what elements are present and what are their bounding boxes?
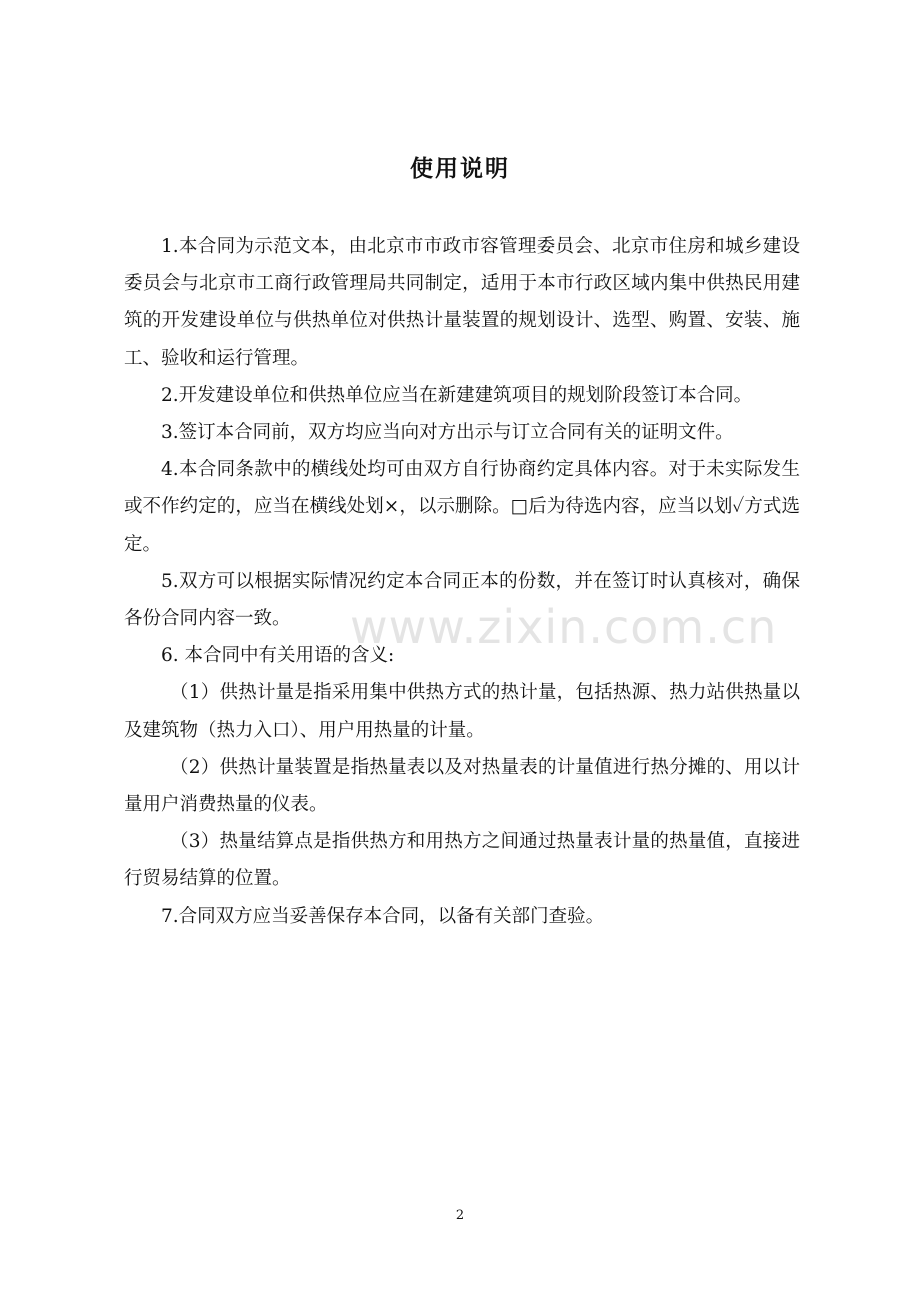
paragraph-5: 5.双方可以根据实际情况约定本合同正本的份数，并在签订时认真核对，确保各份合同内容一致。 (124, 570, 800, 630)
definition-3: （3）热量结算点是指供热方和用热方之间通过热量表计量的热量值，直接进行贸易结算的位置。 (124, 831, 800, 890)
paragraph-4: 4.本合同条款中的横线处均可由双方自行协商约定具体内容。对于未实际发生或不作约定的，应当在横线处划×，以示删除。□后为待选内容，应当以划✓方式选定。 (124, 459, 800, 555)
paragraph-7: 7.合同双方应当妥善保存本合同，以备有关部门查验。 (161, 905, 605, 927)
paragraph-1: 1.本合同为示范文本，由北京市市政市容管理委员会、北京市住房和城乡建设委员会与北京市工商行政管理局共同制定，适用于本市行政区域内集中供热民用建筑的开发建设单位与供热单位对供热计量装置的规划设计、选型、购置、安装、施工、验收和运行管理。 (124, 236, 800, 369)
definition-1: （1）供热计量是指采用集中供热方式的热计量，包括热源、热力站供热量以及建筑物（热力入口）、用户用热量的计量。 (124, 682, 800, 741)
watermark: www.zixin.com.cn (350, 600, 778, 654)
paragraph-6: 6. 本合同中有关用语的含义: (161, 645, 395, 667)
page-title: 使用说明 (410, 156, 510, 182)
definition-2: （2）供热计量装置是指热量表以及对热量表的计量值进行热分摊的、用以计量用户消费热量的仪表。 (124, 756, 800, 816)
document-body (124, 228, 800, 935)
paragraph-2: 2.开发建设单位和供热单位应当在新建建筑项目的规划阶段签订本合同。 (161, 384, 753, 406)
page-number: 2 (455, 1208, 465, 1223)
paragraph-3: 3.签订本合同前，双方均应当向对方出示与订立合同有关的证明文件。 (161, 422, 734, 444)
